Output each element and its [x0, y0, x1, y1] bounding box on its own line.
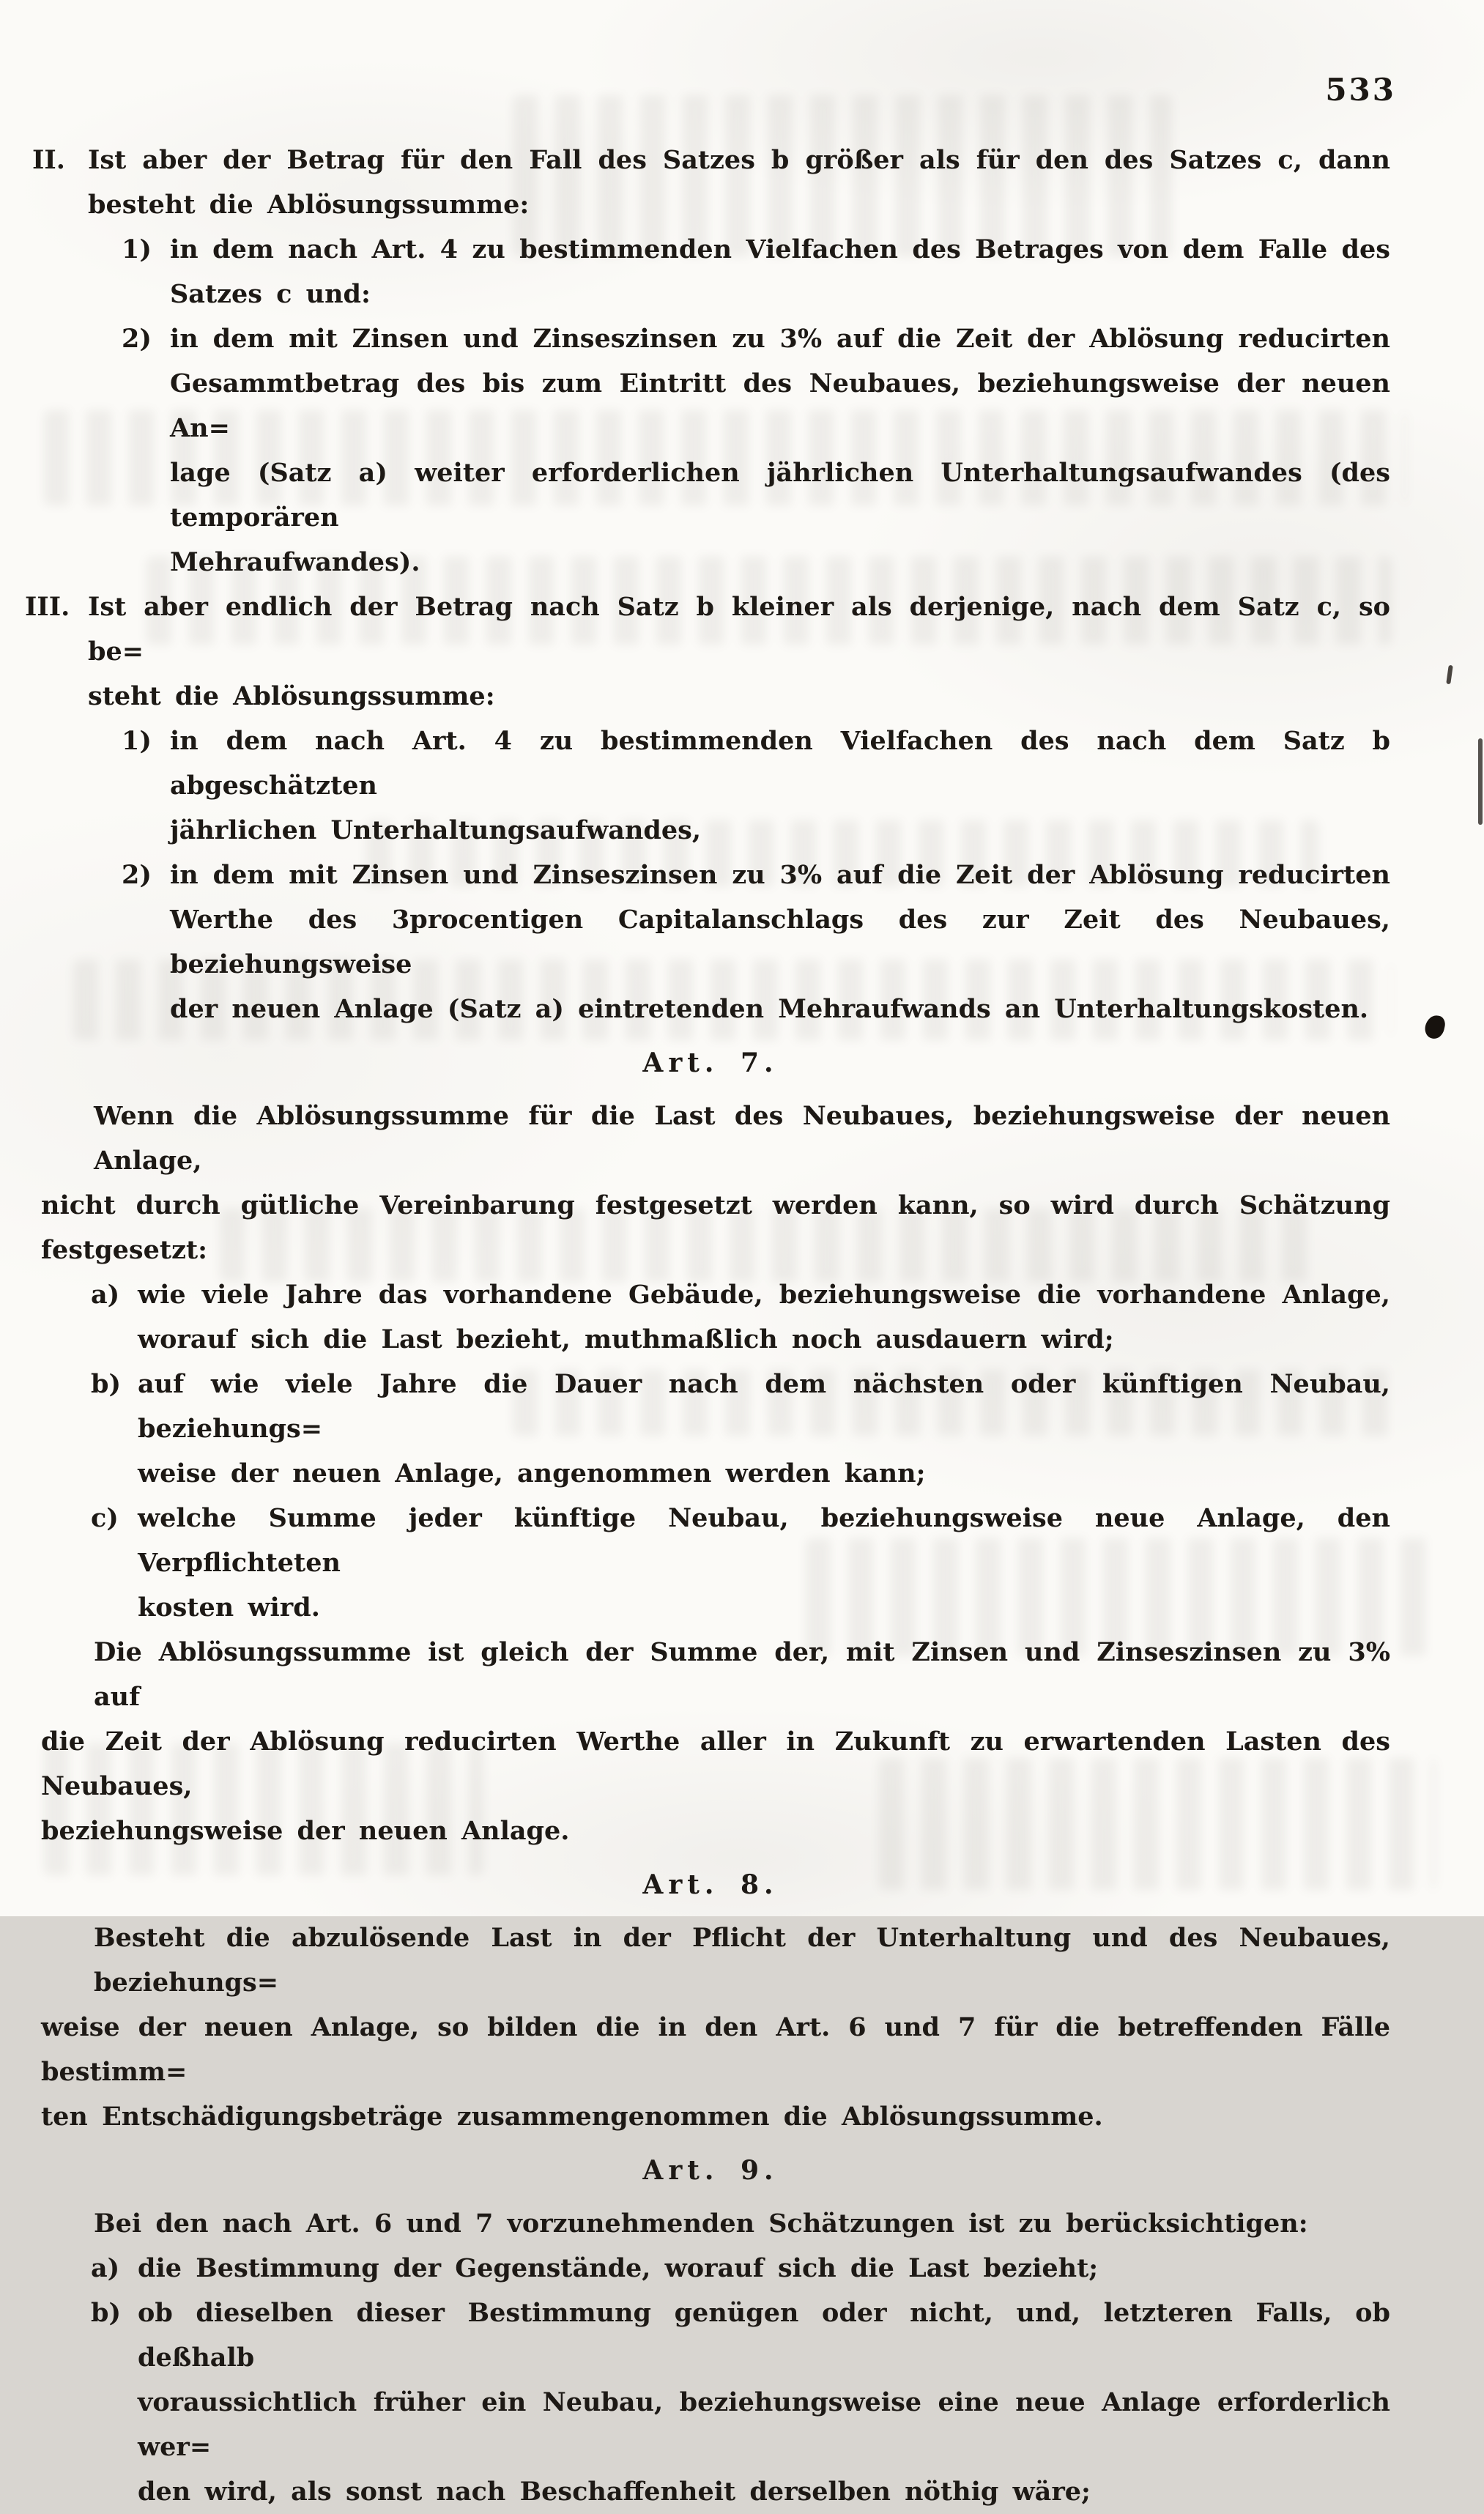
text-line: kosten wird. — [138, 1592, 320, 1623]
text-line: in dem mit Zinsen und Zinseszinsen zu 3% auf die Zeit der Ablösung reducirten — [170, 860, 1390, 890]
text-line: Ist aber der Betrag für den Fall des Satzes b größer als für den des Satzes c, dann — [88, 145, 1390, 175]
text-line: weise der neuen Anlage, so bilden die in den Art. 6 und 7 für die betreffenden Fälle bestimm= — [41, 2012, 1390, 2087]
text-line: ob dieselben dieser Bestimmung genügen oder nicht, und, letzteren Falls, ob deßhalb — [138, 2298, 1390, 2373]
item-label: a) — [91, 1280, 120, 1310]
text-line: Bei den nach Art. 6 und 7 vorzunehmenden Schätzungen ist zu berücksichtigen: — [94, 2209, 1308, 2239]
article-9-intro — [31, 2201, 1390, 2246]
ink-blot — [1423, 1014, 1447, 1041]
text-line: Mehraufwandes). — [170, 547, 420, 577]
article-9-item-a — [31, 2246, 1390, 2291]
text-line: Satzes c und: — [170, 279, 371, 309]
text-line: steht die Ablösungssumme: — [88, 681, 495, 711]
text-line: auf wie viele Jahre die Dauer nach dem nächsten oder künftigen Neubau, beziehungs= — [138, 1369, 1390, 1444]
text-line: beziehungsweise der neuen Anlage. — [41, 1816, 570, 1846]
item-label: a) — [91, 2253, 120, 2283]
section-iii-item-2 — [31, 853, 1390, 1031]
section-iii-item-1 — [31, 719, 1390, 853]
article-7-paragraph-1 — [31, 1094, 1390, 1272]
item-label: 2) — [122, 324, 152, 354]
text-line: worauf sich die Last bezieht, muthmaßlich noch ausdauern wird; — [138, 1324, 1114, 1354]
article-7-item-b — [31, 1362, 1390, 1496]
text-line: Wenn die Ablösungssumme für die Last des Neubaues, beziehungsweise der neuen Anlage, — [94, 1101, 1390, 1176]
article-7-item-a — [31, 1272, 1390, 1362]
text-line: wie viele Jahre das vorhandene Gebäude, beziehungsweise die vorhandene Anlage, — [138, 1280, 1390, 1310]
text-line: nicht durch gütliche Vereinbarung festgesetzt werden kann, so wird durch Schätzung festgesetzt: — [41, 1190, 1390, 1265]
section-ii-item-2 — [31, 316, 1390, 585]
section-iii-label: III. — [25, 592, 70, 622]
text-line: Ist aber endlich der Betrag nach Satz b kleiner als derjenige, nach dem Satz c, so be= — [88, 592, 1390, 667]
item-label: 1) — [122, 234, 152, 264]
article-7-item-c — [31, 1496, 1390, 1630]
text-line: in dem nach Art. 4 zu bestimmenden Vielfachen des Betrages von dem Falle des — [170, 234, 1390, 264]
text-line: weise der neuen Anlage, angenommen werden kann; — [138, 1458, 926, 1488]
section-iii — [25, 585, 1390, 719]
text-line: in dem mit Zinsen und Zinseszinsen zu 3% auf die Zeit der Ablösung reducirten — [170, 324, 1390, 354]
text-line: in dem nach Art. 4 zu bestimmenden Vielfachen des nach dem Satz b abgeschätzten — [170, 726, 1390, 801]
text-line: voraussichtlich früher ein Neubau, beziehungsweise eine neue Anlage erforderlich wer= — [138, 2387, 1390, 2462]
section-ii-label: II. — [32, 145, 65, 175]
text-line: den wird, als sonst nach Beschaffenheit derselben nöthig wäre; — [138, 2477, 1091, 2507]
item-label: b) — [91, 1369, 122, 1399]
page-edge-mark — [1478, 738, 1483, 825]
item-label: 2) — [122, 860, 152, 890]
text-line: Gesammtbetrag des bis zum Eintritt des Neubaues, beziehungsweise der neuen An= — [170, 368, 1390, 443]
item-label: b) — [91, 2298, 122, 2328]
section-ii-item-1 — [31, 227, 1390, 316]
page-number: 533 — [1325, 72, 1396, 108]
text-line: der neuen Anlage (Satz a) eintretenden Mehraufwands an Unterhaltungskosten. — [170, 994, 1369, 1024]
article-8-heading: Art. 8. — [642, 1869, 779, 1900]
article-9-heading: Art. 9. — [642, 2155, 779, 2186]
text-line: jährlichen Unterhaltungsaufwandes, — [170, 815, 702, 845]
item-label: c) — [91, 1503, 119, 1533]
ink-speck — [1446, 665, 1453, 685]
article-7-heading: Art. 7. — [642, 1048, 779, 1078]
page-content — [25, 138, 1390, 2514]
section-ii — [31, 138, 1390, 227]
article-8-paragraph — [31, 1916, 1390, 2139]
text-line: Werthe des 3procentigen Capitalanschlags des zur Zeit des Neubaues, beziehungsweise — [170, 905, 1390, 979]
text-line: besteht die Ablösungssumme: — [88, 190, 530, 220]
article-7-paragraph-2 — [31, 1630, 1390, 1853]
text-line: lage (Satz a) weiter erforderlichen jährlichen Unterhaltungsaufwandes (des temporären — [170, 458, 1390, 533]
article-9-item-b — [31, 2291, 1390, 2514]
text-line: die Bestimmung der Gegenstände, worauf sich die Last bezieht; — [138, 2253, 1099, 2283]
text-line: die Zeit der Ablösung reducirten Werthe aller in Zukunft zu erwartenden Lasten des Neubaues, — [41, 1727, 1390, 1801]
text-line: Besteht die abzulösende Last in der Pflicht der Unterhaltung und des Neubaues, beziehungs= — [94, 1923, 1390, 1998]
item-label: 1) — [122, 726, 152, 756]
text-line: Die Ablösungssumme ist gleich der Summe der, mit Zinsen und Zinseszinsen zu 3% auf — [94, 1637, 1390, 1712]
text-line: ten Entschädigungsbeträge zusammengenommen die Ablösungssumme. — [41, 2102, 1103, 2132]
text-line: welche Summe jeder künftige Neubau, beziehungsweise neue Anlage, den Verpflichteten — [138, 1503, 1390, 1578]
